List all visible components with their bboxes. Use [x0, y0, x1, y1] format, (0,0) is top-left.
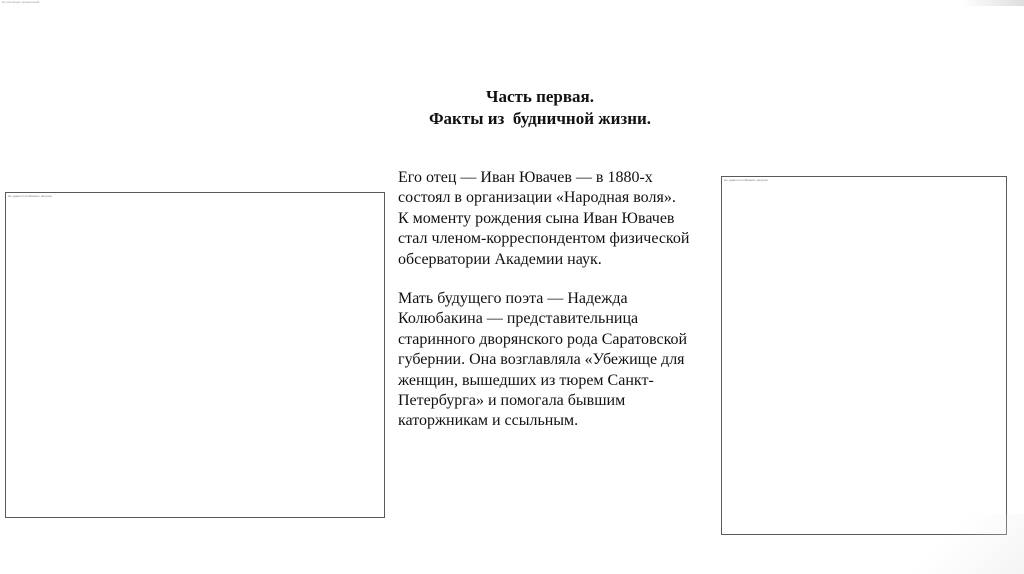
paragraph-mother: Мать будущего поэта — Надежда Колюбакина — представительница старинного дворянского рода Саратовской губернии. Она возглавляла «Убежище для женщин, вышедших из тюрем Санкт- Петербурга» и помогала бывшим каторжникам и ссыльным.: [398, 290, 688, 430]
image-left-caption: Не удается отобразить рисунок: [8, 194, 52, 198]
corner-decoration: [962, 0, 1024, 6]
header-caption: Из коллекции презентаций: [2, 0, 40, 4]
image-placeholder-left: [5, 192, 385, 518]
slide-title: [390, 86, 690, 130]
image-right-caption: Не удается отобразить рисунок: [724, 178, 768, 182]
title-line-1: Часть первая.: [485, 87, 595, 106]
slide-body: [398, 168, 718, 432]
image-placeholder-right: [721, 176, 1007, 535]
corner-decoration-bottom: [894, 514, 1024, 574]
title-line-2: Факты из будничной жизни.: [428, 109, 652, 128]
paragraph-father: Его отец — Иван Ювачев — в 1880-х состоял в организации «Народная воля». К моменту рождения сына Иван Ювачев стал членом-корреспондентом физической обсерватории Академии наук.: [398, 169, 690, 268]
